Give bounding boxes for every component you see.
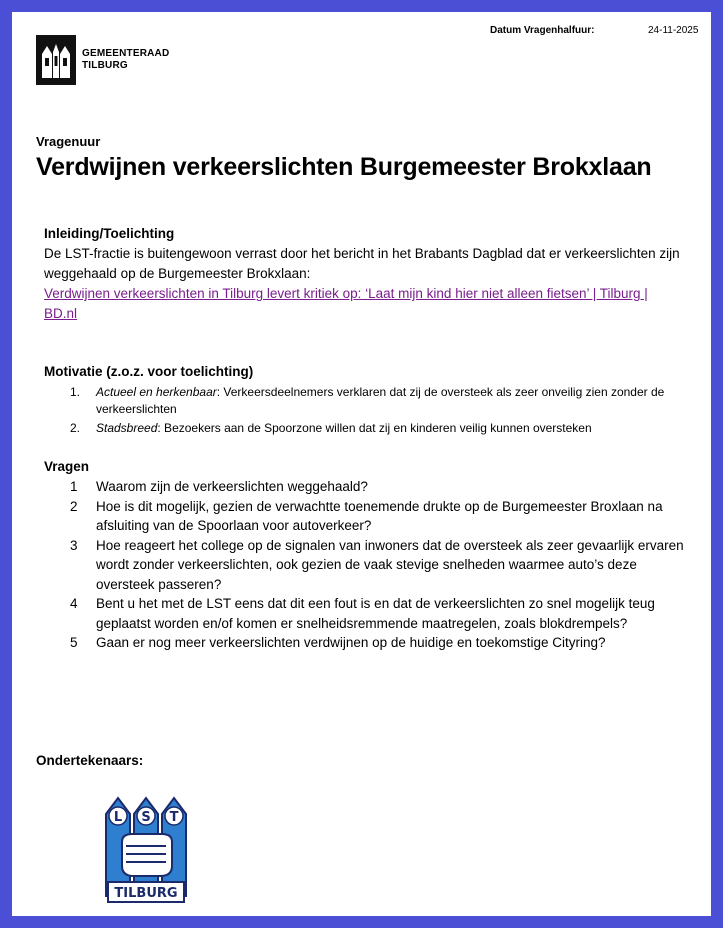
question-text: Gaan er nog meer verkeerslichten verdwijnen op de huidige en toekomstige Cityring? — [96, 635, 606, 650]
kicker: Vragenuur — [36, 134, 101, 149]
svg-text:S: S — [141, 810, 151, 825]
lst-logo — [104, 794, 188, 911]
list-item — [44, 536, 684, 595]
question-text: Hoe is dit mogelijk, gezien de verwachtte toenemende drukte op de Burgemeester Broxlaan na afsluiting van de Spoorlaan voor autoverkeer? — [96, 498, 663, 533]
svg-text:L: L — [113, 810, 123, 825]
date-label: Datum Vragenhalfuur: — [490, 25, 595, 36]
intro-section — [44, 224, 684, 324]
list-item — [44, 420, 684, 437]
item-label: Stadsbreed — [96, 421, 158, 435]
item-number: 2. — [70, 421, 81, 435]
document-page — [12, 12, 711, 916]
question-number: 2 — [70, 498, 78, 514]
list-item — [44, 497, 684, 536]
signers-heading: Ondertekenaars: — [36, 753, 144, 768]
article-link[interactable]: Verdwijnen verkeerslichten in Tilburg levert kritiek op: ‘Laat mijn kind hier niet alleen fietsen’ | Tilburg | BD.nl — [44, 286, 648, 321]
date-value: 24-11-2025 — [648, 25, 699, 36]
vragen-heading: Vragen — [44, 459, 90, 474]
question-number: 3 — [70, 537, 78, 553]
motivatie-section — [44, 362, 684, 437]
item-text: : Bezoekers aan de Spoorzone willen dat zij en kinderen veilig kunnen oversteken — [157, 421, 592, 435]
list-item — [44, 477, 684, 497]
page-title: Verdwijnen verkeerslichten Burgemeester Brokxlaan — [36, 153, 652, 181]
vragen-section — [44, 457, 684, 653]
question-number: 5 — [70, 635, 78, 650]
intro-text: De LST-fractie is buitengewoon verrast door het bericht in het Brabants Dagblad dat er verkeerslichten zijn weggehaald op de Burgemeester Brokxlaan: — [44, 246, 680, 281]
question-text: Hoe reageert het college op de signalen van inwoners dat de oversteek als zeer gevaarlijk ervaren wordt zonder verkeerslichten, ook gezien de vaak stevige snelheden waarmee auto’s deze oversteek passeren? — [96, 537, 684, 592]
svg-text:TILBURG: TILBURG — [114, 886, 178, 901]
question-number: 4 — [70, 596, 78, 611]
motivatie-heading: Motivatie (z.o.z. voor toelichting) — [44, 364, 254, 379]
logo-text — [82, 48, 169, 72]
question-text: Bent u het met de LST eens dat dit een fout is en dat de verkeerslichten zo snel mogelijk teug geplaatst worden en/of komen er snelheidsremmende maatregelen, zoals blokdrempels? — [96, 596, 655, 631]
svg-text:T: T — [169, 810, 179, 825]
list-item — [44, 384, 684, 418]
question-text: Waarom zijn de verkeerslichten weggehaald? — [96, 479, 368, 494]
logo-line1: GEMEENTERAAD — [82, 48, 170, 59]
item-label: Actueel en herkenbaar — [96, 385, 217, 399]
motivatie-list — [44, 384, 684, 437]
list-item — [44, 633, 684, 653]
intro-heading: Inleiding/Toelichting — [44, 226, 175, 241]
gemeenteraad-logo — [36, 35, 169, 85]
city-gates-icon — [36, 35, 76, 85]
question-number: 1 — [70, 479, 78, 494]
item-number: 1. — [70, 385, 81, 399]
vragen-list — [44, 477, 684, 653]
logo-line2: TILBURG — [82, 60, 128, 71]
list-item — [44, 594, 684, 633]
item-text: : Verkeersdeelnemers verklaren dat zij de oversteek als zeer onveilig zien zonder de verkeerslichten — [96, 385, 665, 416]
